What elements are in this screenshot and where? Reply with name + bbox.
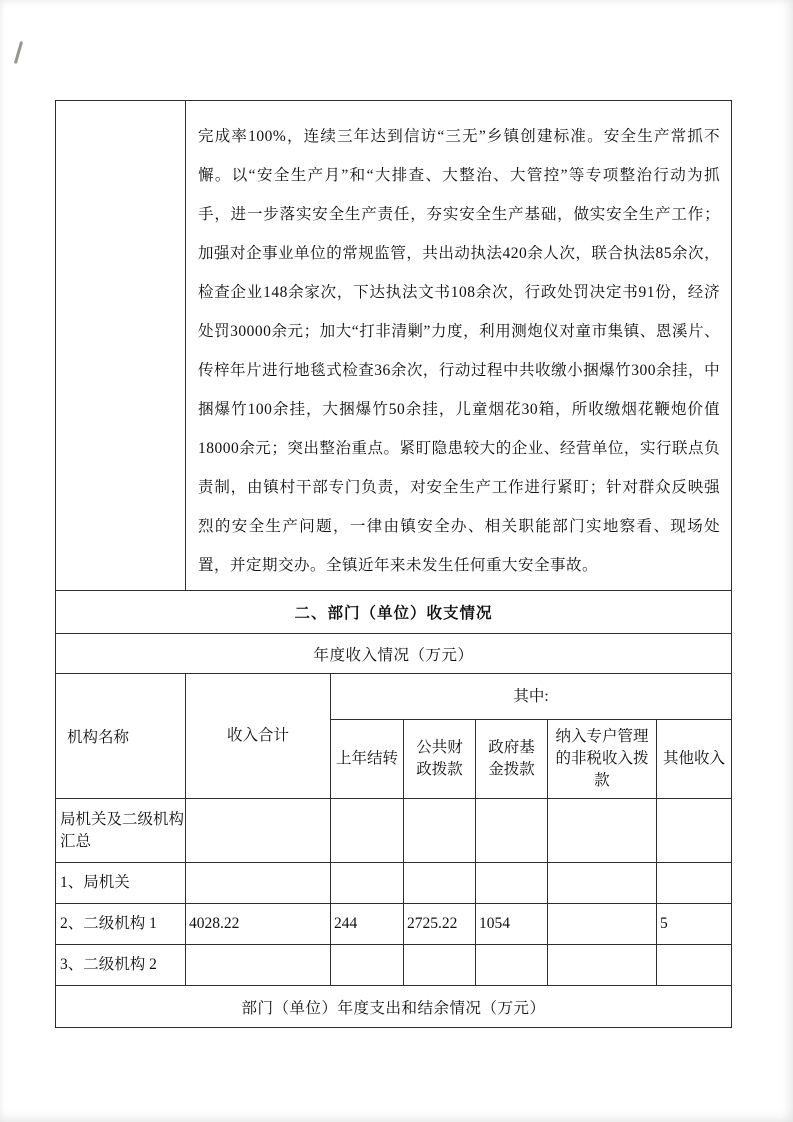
header-row-top (56, 674, 732, 720)
total-income-cell (186, 863, 331, 904)
narrative-row (56, 101, 732, 591)
total-income-cell: 4028.22 (186, 904, 331, 945)
section-title-row (56, 591, 732, 634)
gov-fund-cell (476, 945, 548, 986)
budget-report-table (55, 100, 732, 1028)
other-income-cell (657, 863, 732, 904)
special-account-cell (548, 863, 657, 904)
other-income-cell: 5 (657, 904, 732, 945)
org-name-cell: 3、二级机构 2 (56, 945, 186, 986)
col-header-public-finance: 公共财政拨款 (404, 720, 476, 799)
public-finance-cell: 2725.22 (404, 904, 476, 945)
narrative-label-cell (56, 101, 186, 591)
col-header-special-account: 纳入专户管理的非税收入拨款 (548, 720, 657, 799)
carryover-cell (331, 799, 404, 863)
org-name-cell: 局机关及二级机构汇总 (56, 799, 186, 863)
col-header-total-income: 收入合计 (186, 674, 331, 799)
table-row (56, 945, 732, 986)
expenditure-section-title: 部门（单位）年度支出和结余情况（万元） (56, 986, 732, 1028)
org-name-cell: 1、局机关 (56, 863, 186, 904)
income-title-row (56, 634, 732, 674)
other-income-cell (657, 799, 732, 863)
total-income-cell (186, 945, 331, 986)
col-header-carryover: 上年结转 (331, 720, 404, 799)
table-row (56, 799, 732, 863)
other-income-cell (657, 945, 732, 986)
gov-fund-cell (476, 799, 548, 863)
scan-artifact (14, 41, 23, 64)
carryover-cell: 244 (331, 904, 404, 945)
public-finance-cell (404, 799, 476, 863)
gov-fund-cell (476, 863, 548, 904)
special-account-cell (548, 904, 657, 945)
income-table-title: 年度收入情况（万元） (56, 634, 732, 674)
total-income-cell (186, 799, 331, 863)
org-name-cell: 2、二级机构 1 (56, 904, 186, 945)
narrative-text: 完成率100%，连续三年达到信访“三无”乡镇创建标准。安全生产常抓不懈。以“安全生产月”和“大排查、大整治、大管控”等专项整治行动为抓手，进一步落实安全生产责任，夯实安全生产基础，做实安全生产工作；加强对企事业单位的常规监管，共出动执法420余人次，联合执法85余次，检查企业148余家次，下达执法文书108余次，行政处罚决定书91份，经济处罚30000余元；加大“打非清剿”力度，利用测炮仪对童市集镇、恩溪片、传梓年片进行地毯式检查36余次，行动过程中共收缴小捆爆竹300余挂，中捆爆竹100余挂，大捆爆竹50余挂，儿童烟花30箱，所收缴烟花鞭炮价值18000余元；突出整治重点。紧盯隐患较大的企业、经营单位，实行联点负责制，由镇村干部专门负责，对安全生产工作进行紧盯；针对群众反映强烈的安全生产问题，一律由镇安全办、相关职能部门实地察看、现场处置，并定期交办。全镇近年来未发生任何重大安全事故。 (186, 101, 732, 591)
special-account-cell (548, 945, 657, 986)
section-title: 二、部门（单位）收支情况 (56, 591, 732, 634)
carryover-cell (331, 863, 404, 904)
carryover-cell (331, 945, 404, 986)
col-header-among-which: 其中: (331, 674, 732, 720)
expenditure-title-row (56, 986, 732, 1028)
table-row (56, 863, 732, 904)
col-header-org-name: 机构名称 (56, 674, 186, 799)
public-finance-cell (404, 863, 476, 904)
gov-fund-cell: 1054 (476, 904, 548, 945)
col-header-other-income: 其他收入 (657, 720, 732, 799)
public-finance-cell (404, 945, 476, 986)
table-row (56, 904, 732, 945)
col-header-gov-fund: 政府基金拨款 (476, 720, 548, 799)
special-account-cell (548, 799, 657, 863)
